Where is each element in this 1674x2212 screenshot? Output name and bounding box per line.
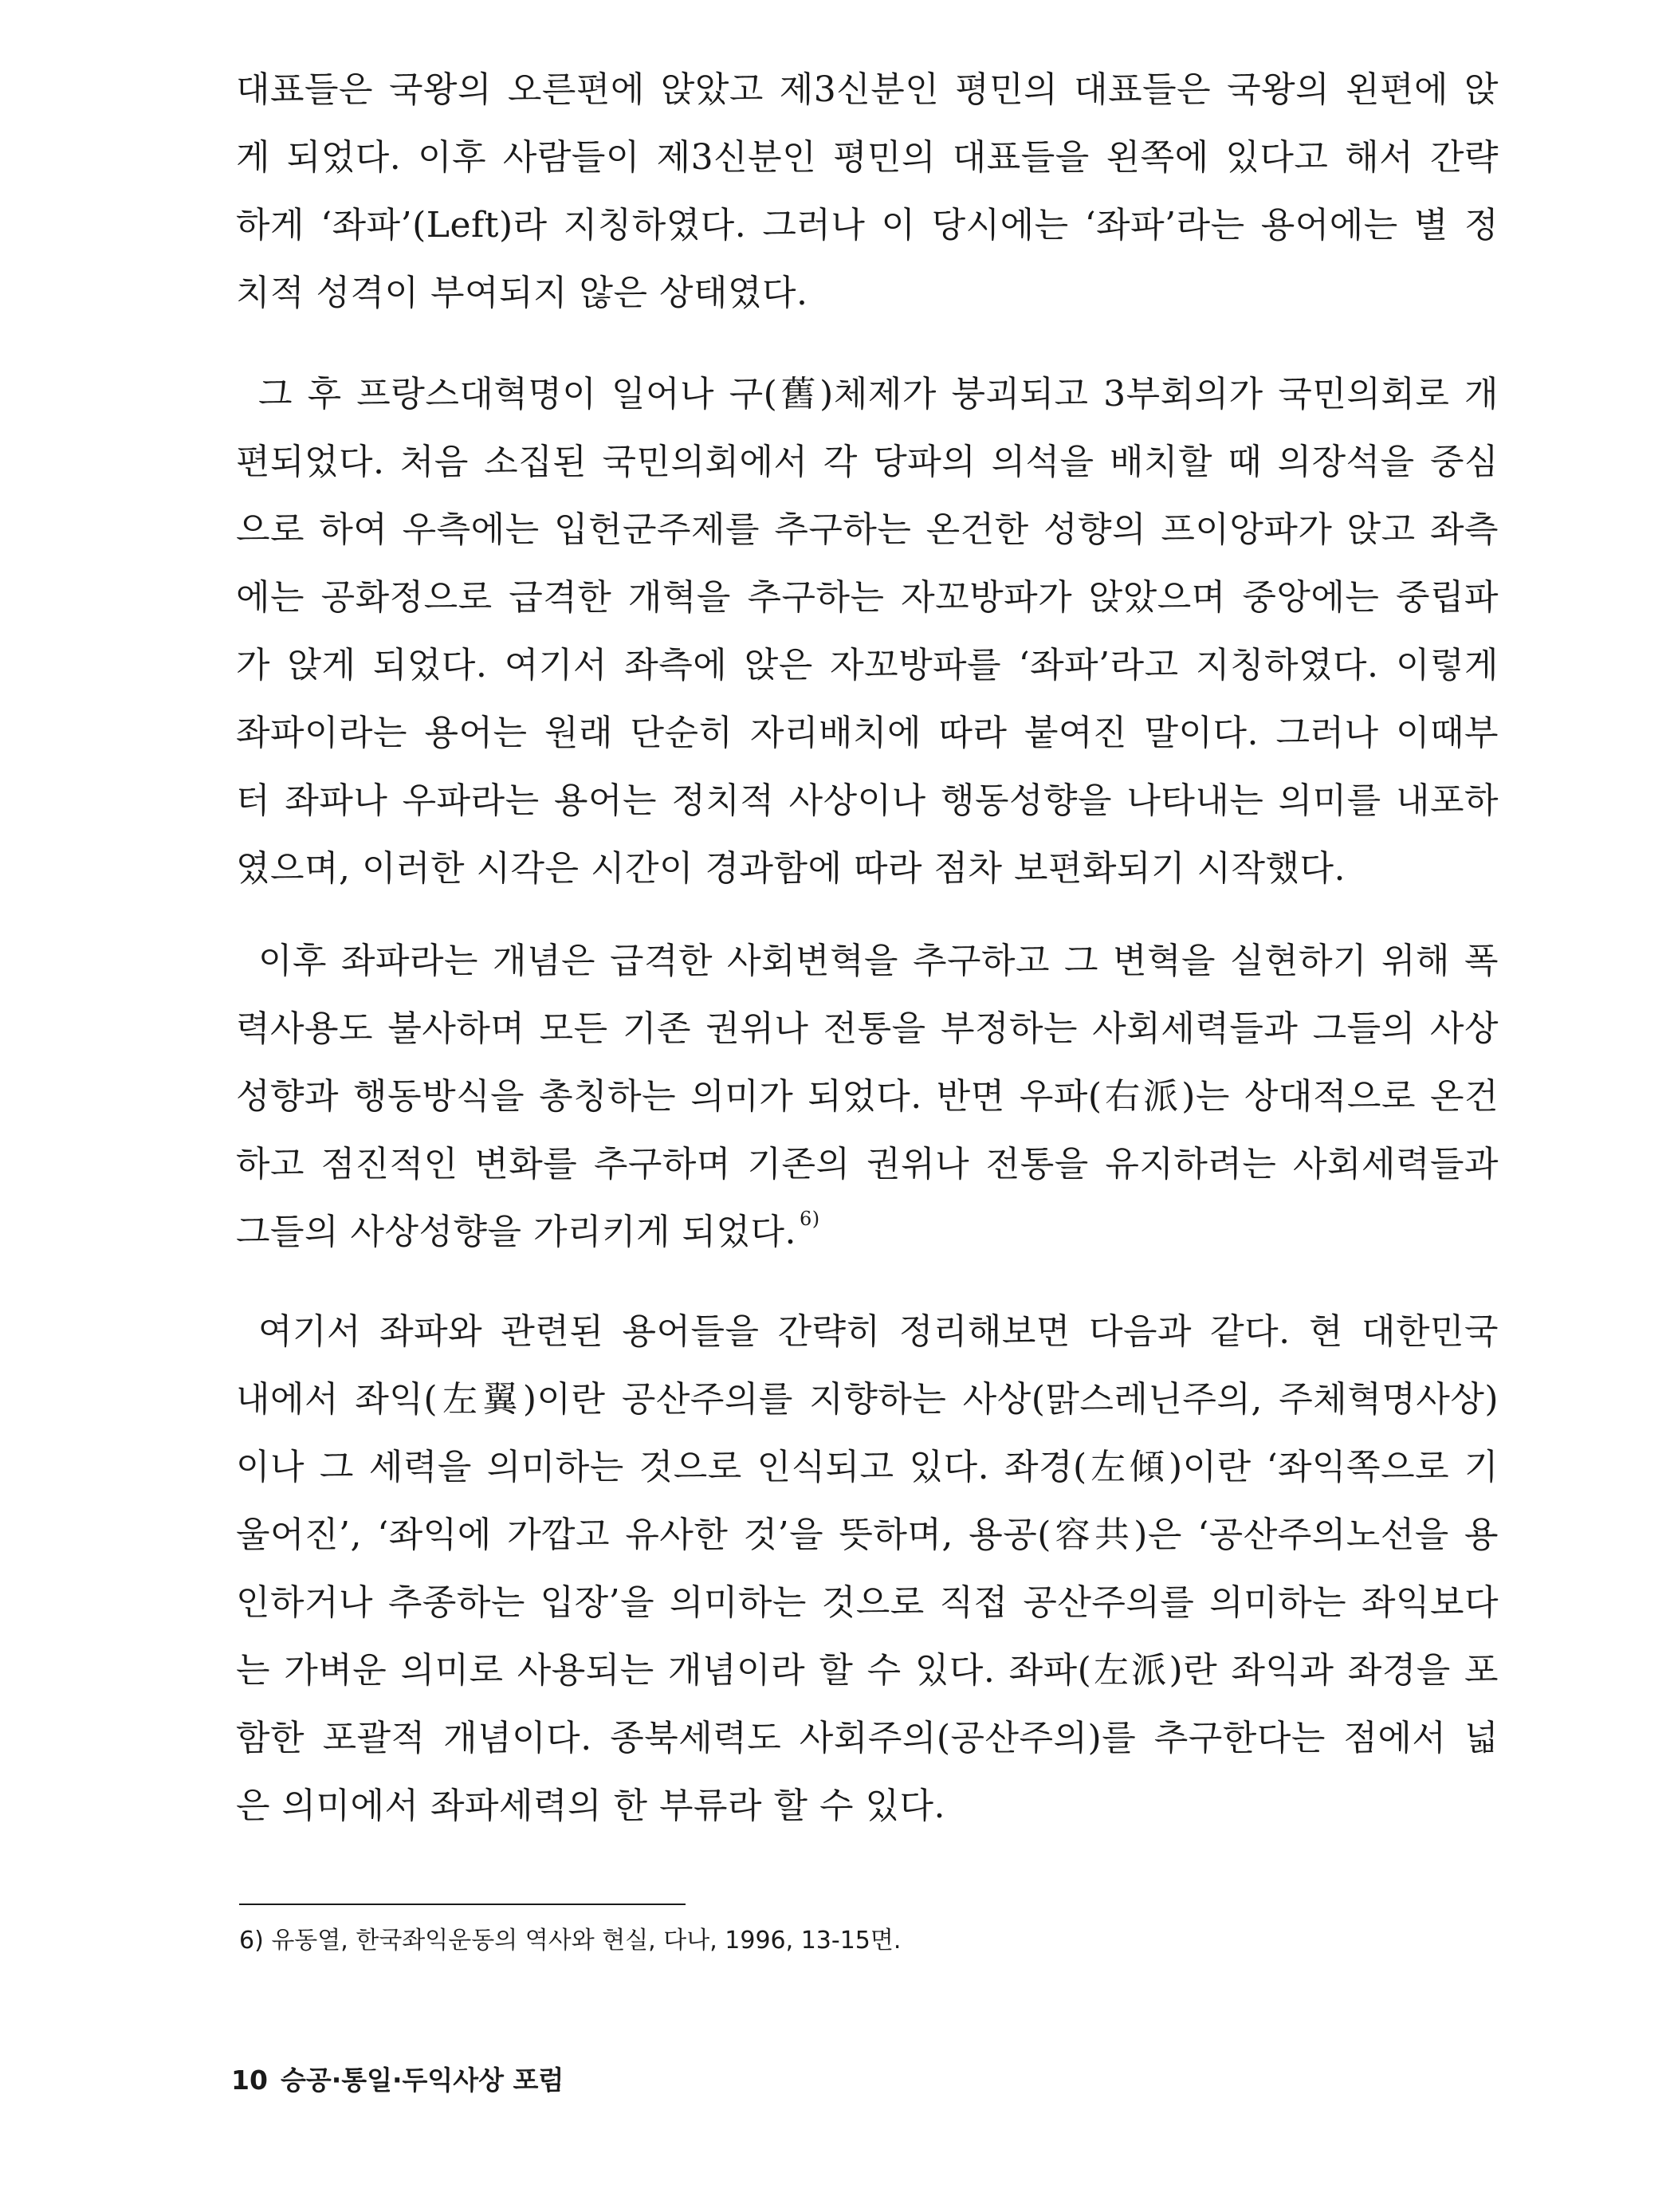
text-line: 이후 좌파라는 개념은 급격한 사회변혁을 추구하고 그 변혁을 실현하기 위해 폭 [258, 941, 1499, 981]
text-line: 이나 그 세력을 의미하는 것으로 인식되고 있다. 좌경(左傾)이란 ‘좌익쪽으로 기 [236, 1447, 1499, 1487]
text-line: 력사용도 불사하며 모든 기존 권위나 전통을 부정하는 사회세력들과 그들의 사상 [236, 1008, 1499, 1049]
text-line: 에는 공화정으로 급격한 개혁을 추구하는 자꼬방파가 앉았으며 중앙에는 중립파 [236, 577, 1499, 618]
text-line-content: 그들의 사상성향을 가리키게 되었다. [236, 1212, 797, 1252]
text-line: 게 되었다. 이후 사람들이 제3신분인 평민의 대표들을 왼쪽에 있다고 해서 간략 [236, 137, 1499, 178]
footnote-text: 6) 유동열, 한국좌익운동의 역사와 현실, 다나, 1996, 13-15면. [239, 1927, 902, 1955]
text-line: 내에서 좌익(左翼)이란 공산주의를 지향하는 사상(맑스레닌주의, 주체혁명사상) [236, 1379, 1499, 1420]
footnote-divider [239, 1904, 686, 1905]
text-line: 는 가벼운 의미로 사용되는 개념이라 할 수 있다. 좌파(左派)란 좌익과 좌경을 포 [236, 1650, 1499, 1691]
paragraph-4 [236, 1298, 1499, 1840]
publication-title: 승공·통일·두익사상 포럼 [280, 2065, 564, 2096]
paragraph-2 [236, 360, 1499, 902]
footnote-reference[interactable]: 6) [800, 1208, 820, 1230]
text-line: 은 의미에서 좌파세력의 한 부류라 할 수 있다. [236, 1786, 945, 1826]
text-line: 여기서 좌파와 관련된 용어들을 간략히 정리해보면 다음과 같다. 현 대한민국 [258, 1311, 1499, 1352]
text-line: 가 앉게 되었다. 여기서 좌측에 앉은 자꼬방파를 ‘좌파’라고 지칭하였다. 이렇게 [236, 645, 1499, 686]
page-footer [231, 2065, 564, 2096]
text-line: 하고 점진적인 변화를 추구하며 기존의 권위나 전통을 유지하려는 사회세력들과 [236, 1144, 1499, 1185]
page-number: 10 [231, 2065, 268, 2096]
text-line: 함한 포괄적 개념이다. 종북세력도 사회주의(공산주의)를 추구한다는 점에서 넓 [236, 1718, 1499, 1758]
text-line: 터 좌파나 우파라는 용어는 정치적 사상이나 행동성향을 나타내는 의미를 내포하 [236, 780, 1499, 821]
paragraph-3 [236, 927, 1499, 1266]
text-line: 성향과 행동방식을 총칭하는 의미가 되었다. 반면 우파(右派)는 상대적으로 온건 [236, 1076, 1499, 1117]
text-line: 대표들은 국왕의 오른편에 앉았고 제3신분인 평민의 대표들은 국왕의 왼편에 앉 [236, 69, 1499, 110]
paragraph-1 [236, 56, 1499, 327]
text-line: 좌파이라는 용어는 원래 단순히 자리배치에 따라 붙여진 말이다. 그러나 이때부 [236, 713, 1499, 753]
text-line: 으로 하여 우측에는 입헌군주제를 추구하는 온건한 성향의 프이앙파가 앉고 좌측 [236, 509, 1499, 550]
text-line: 인하거나 추종하는 입장’을 의미하는 것으로 직접 공산주의를 의미하는 좌익보다 [236, 1582, 1499, 1623]
text-line: 편되었다. 처음 소집된 국민의회에서 각 당파의 의석을 배치할 때 의장석을 중심 [236, 442, 1499, 482]
text-line [236, 1198, 1499, 1266]
text-line: 그 후 프랑스대혁명이 일어나 구(舊)체제가 붕괴되고 3부회의가 국민의회로 개 [258, 374, 1499, 415]
text-line: 하게 ‘좌파’(Left)라 지칭하였다. 그러나 이 당시에는 ‘좌파’라는 용어에는 별 정 [236, 205, 1499, 246]
text-line: 치적 성격이 부여되지 않은 상태였다. [236, 273, 808, 313]
text-line: 였으며, 이러한 시각은 시간이 경과함에 따라 점차 보편화되기 시작했다. [236, 848, 1346, 889]
text-line: 울어진’, ‘좌익에 가깝고 유사한 것’을 뜻하며, 용공(容共)은 ‘공산주의노선을 용 [236, 1515, 1499, 1555]
